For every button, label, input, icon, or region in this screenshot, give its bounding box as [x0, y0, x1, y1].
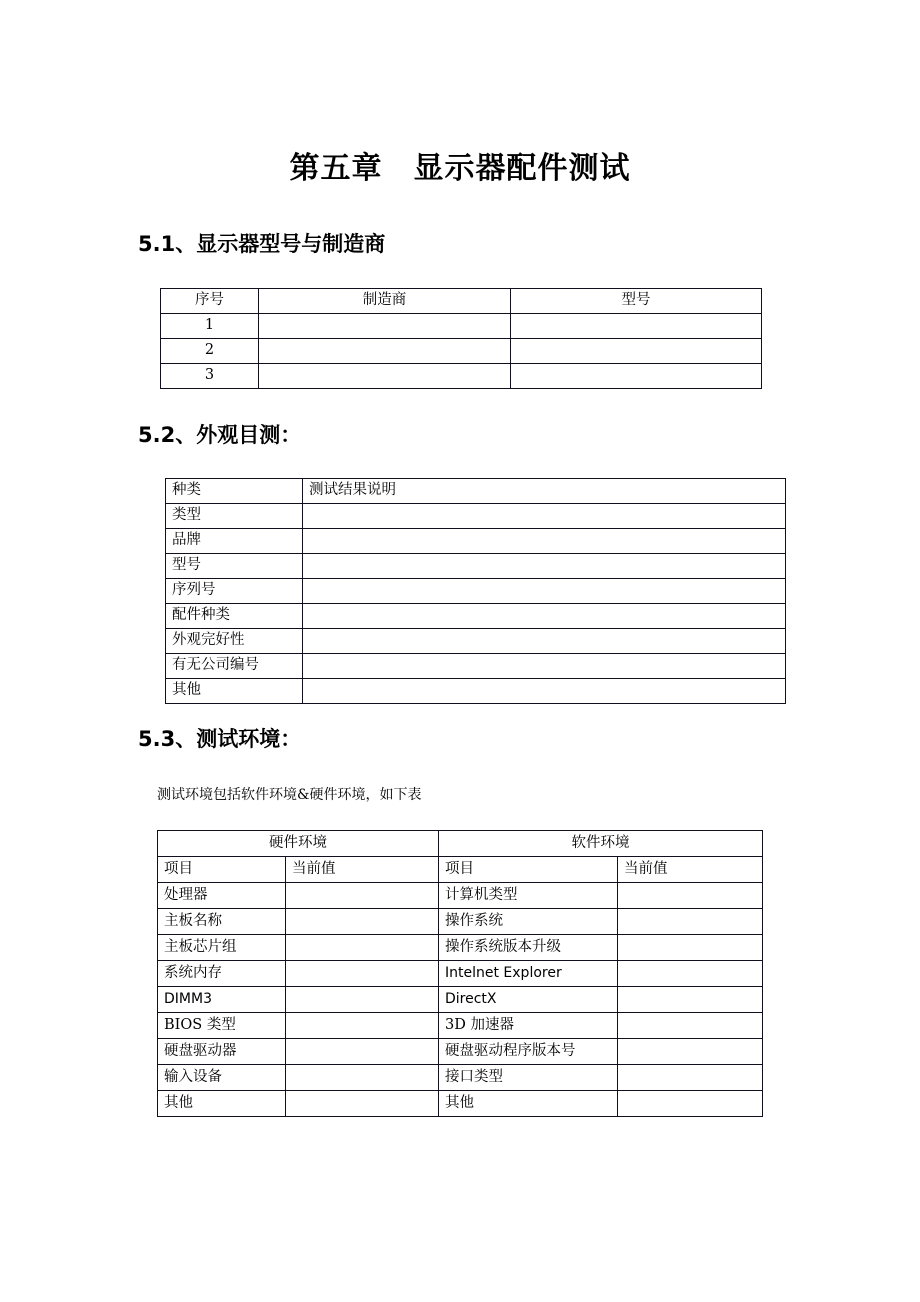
- table-cell[interactable]: [286, 909, 439, 935]
- row-label-cell: 主板名称: [158, 909, 286, 935]
- table-cell: 2: [161, 339, 259, 364]
- row-label-cell: BIOS 类型: [158, 1013, 286, 1039]
- row-label-cell: DirectX: [439, 987, 618, 1013]
- table-cell[interactable]: [511, 339, 762, 364]
- table-header-cell: 序号: [161, 289, 259, 314]
- table-row: [158, 987, 763, 1013]
- table-cell[interactable]: [286, 1013, 439, 1039]
- row-label-cell: 系统内存: [158, 961, 286, 987]
- test-environment-table: [157, 830, 763, 1117]
- table-cell[interactable]: [286, 1091, 439, 1117]
- table-row: [158, 909, 763, 935]
- row-label-cell: 型号: [166, 554, 303, 579]
- table-cell[interactable]: [618, 1013, 763, 1039]
- page-title: 第五章 显示器配件测试: [289, 151, 631, 186]
- table-cell[interactable]: [259, 364, 511, 389]
- table-row: [166, 504, 786, 529]
- table-cell[interactable]: [286, 1039, 439, 1065]
- group-header-software: 软件环境: [439, 831, 763, 857]
- table-cell[interactable]: [618, 987, 763, 1013]
- table-header-cell: 制造商: [259, 289, 511, 314]
- test-environment-paragraph: 测试环境包括软件环境&硬件环境，如下表: [157, 787, 422, 803]
- table-cell[interactable]: [303, 504, 786, 529]
- table-cell[interactable]: [286, 961, 439, 987]
- table-cell[interactable]: [259, 339, 511, 364]
- table-cell[interactable]: [286, 987, 439, 1013]
- row-label-cell: DIMM3: [158, 987, 286, 1013]
- row-label-cell: 主板芯片组: [158, 935, 286, 961]
- row-label-cell: 输入设备: [158, 1065, 286, 1091]
- row-label-cell: 计算机类型: [439, 883, 618, 909]
- row-label-cell: 处理器: [158, 883, 286, 909]
- section-heading-5-1: 5.1、显示器型号与制造商: [138, 232, 386, 256]
- appearance-inspection-table: [165, 478, 786, 704]
- table-cell[interactable]: [511, 314, 762, 339]
- table-header-cell: 种类: [166, 479, 303, 504]
- table-row: [161, 339, 762, 364]
- section-heading-5-2: 5.2、外观目测：: [138, 423, 302, 447]
- table-row: [161, 314, 762, 339]
- group-header-hardware: 硬件环境: [158, 831, 439, 857]
- row-label-cell: 类型: [166, 504, 303, 529]
- table-row: [158, 1039, 763, 1065]
- table-cell: 1: [161, 314, 259, 339]
- table-row: [158, 961, 763, 987]
- table-row: [166, 604, 786, 629]
- table-cell[interactable]: [618, 883, 763, 909]
- table-cell[interactable]: [303, 679, 786, 704]
- table-row: [158, 1065, 763, 1091]
- table-header-cell: 测试结果说明: [303, 479, 786, 504]
- table-cell[interactable]: [286, 883, 439, 909]
- table-row: [166, 654, 786, 679]
- table-row: [166, 579, 786, 604]
- table-cell[interactable]: [511, 364, 762, 389]
- table-row: [158, 1013, 763, 1039]
- table-cell[interactable]: [618, 935, 763, 961]
- section-heading-5-3: 5.3、测试环境：: [138, 727, 302, 751]
- row-label-cell: 品牌: [166, 529, 303, 554]
- table-row: [158, 883, 763, 909]
- table-cell[interactable]: [618, 1091, 763, 1117]
- row-label-cell: 配件种类: [166, 604, 303, 629]
- row-label-cell: 其他: [158, 1091, 286, 1117]
- table-group-header-row: [158, 831, 763, 857]
- table-cell[interactable]: [618, 961, 763, 987]
- row-label-cell: 有无公司编号: [166, 654, 303, 679]
- table-cell[interactable]: [303, 604, 786, 629]
- table-header-row: [161, 289, 762, 314]
- table-header-cell: 当前值: [286, 857, 439, 883]
- row-label-cell: 其他: [166, 679, 303, 704]
- table-row: [166, 529, 786, 554]
- row-label-cell: 外观完好性: [166, 629, 303, 654]
- row-label-cell: 其他: [439, 1091, 618, 1117]
- table-row: [161, 364, 762, 389]
- row-label-cell: Intelnet Explorer: [439, 961, 618, 987]
- row-label-cell: 硬盘驱动器: [158, 1039, 286, 1065]
- table-cell[interactable]: [303, 654, 786, 679]
- table-cell[interactable]: [618, 909, 763, 935]
- table-cell[interactable]: [303, 529, 786, 554]
- table-header-cell: 项目: [439, 857, 618, 883]
- table-row: [158, 935, 763, 961]
- row-label-cell: 3D 加速器: [439, 1013, 618, 1039]
- table-row: [166, 629, 786, 654]
- row-label-cell: 操作系统版本升级: [439, 935, 618, 961]
- table-cell[interactable]: [303, 579, 786, 604]
- table-row: [166, 679, 786, 704]
- row-label-cell: 序列号: [166, 579, 303, 604]
- table-header-cell: 当前值: [618, 857, 763, 883]
- table-cell[interactable]: [259, 314, 511, 339]
- table-cell: 3: [161, 364, 259, 389]
- table-row: [166, 554, 786, 579]
- table-cell[interactable]: [303, 554, 786, 579]
- row-label-cell: 接口类型: [439, 1065, 618, 1091]
- table-cell[interactable]: [286, 1065, 439, 1091]
- table-cell[interactable]: [618, 1065, 763, 1091]
- table-header-row: [166, 479, 786, 504]
- table-cell[interactable]: [618, 1039, 763, 1065]
- table-row: [158, 1091, 763, 1117]
- row-label-cell: 硬盘驱动程序版本号: [439, 1039, 618, 1065]
- table-cell[interactable]: [303, 629, 786, 654]
- row-label-cell: 操作系统: [439, 909, 618, 935]
- table-header-row: [158, 857, 763, 883]
- table-header-cell: 型号: [511, 289, 762, 314]
- table-cell[interactable]: [286, 935, 439, 961]
- table-header-cell: 项目: [158, 857, 286, 883]
- monitor-models-table: [160, 288, 762, 389]
